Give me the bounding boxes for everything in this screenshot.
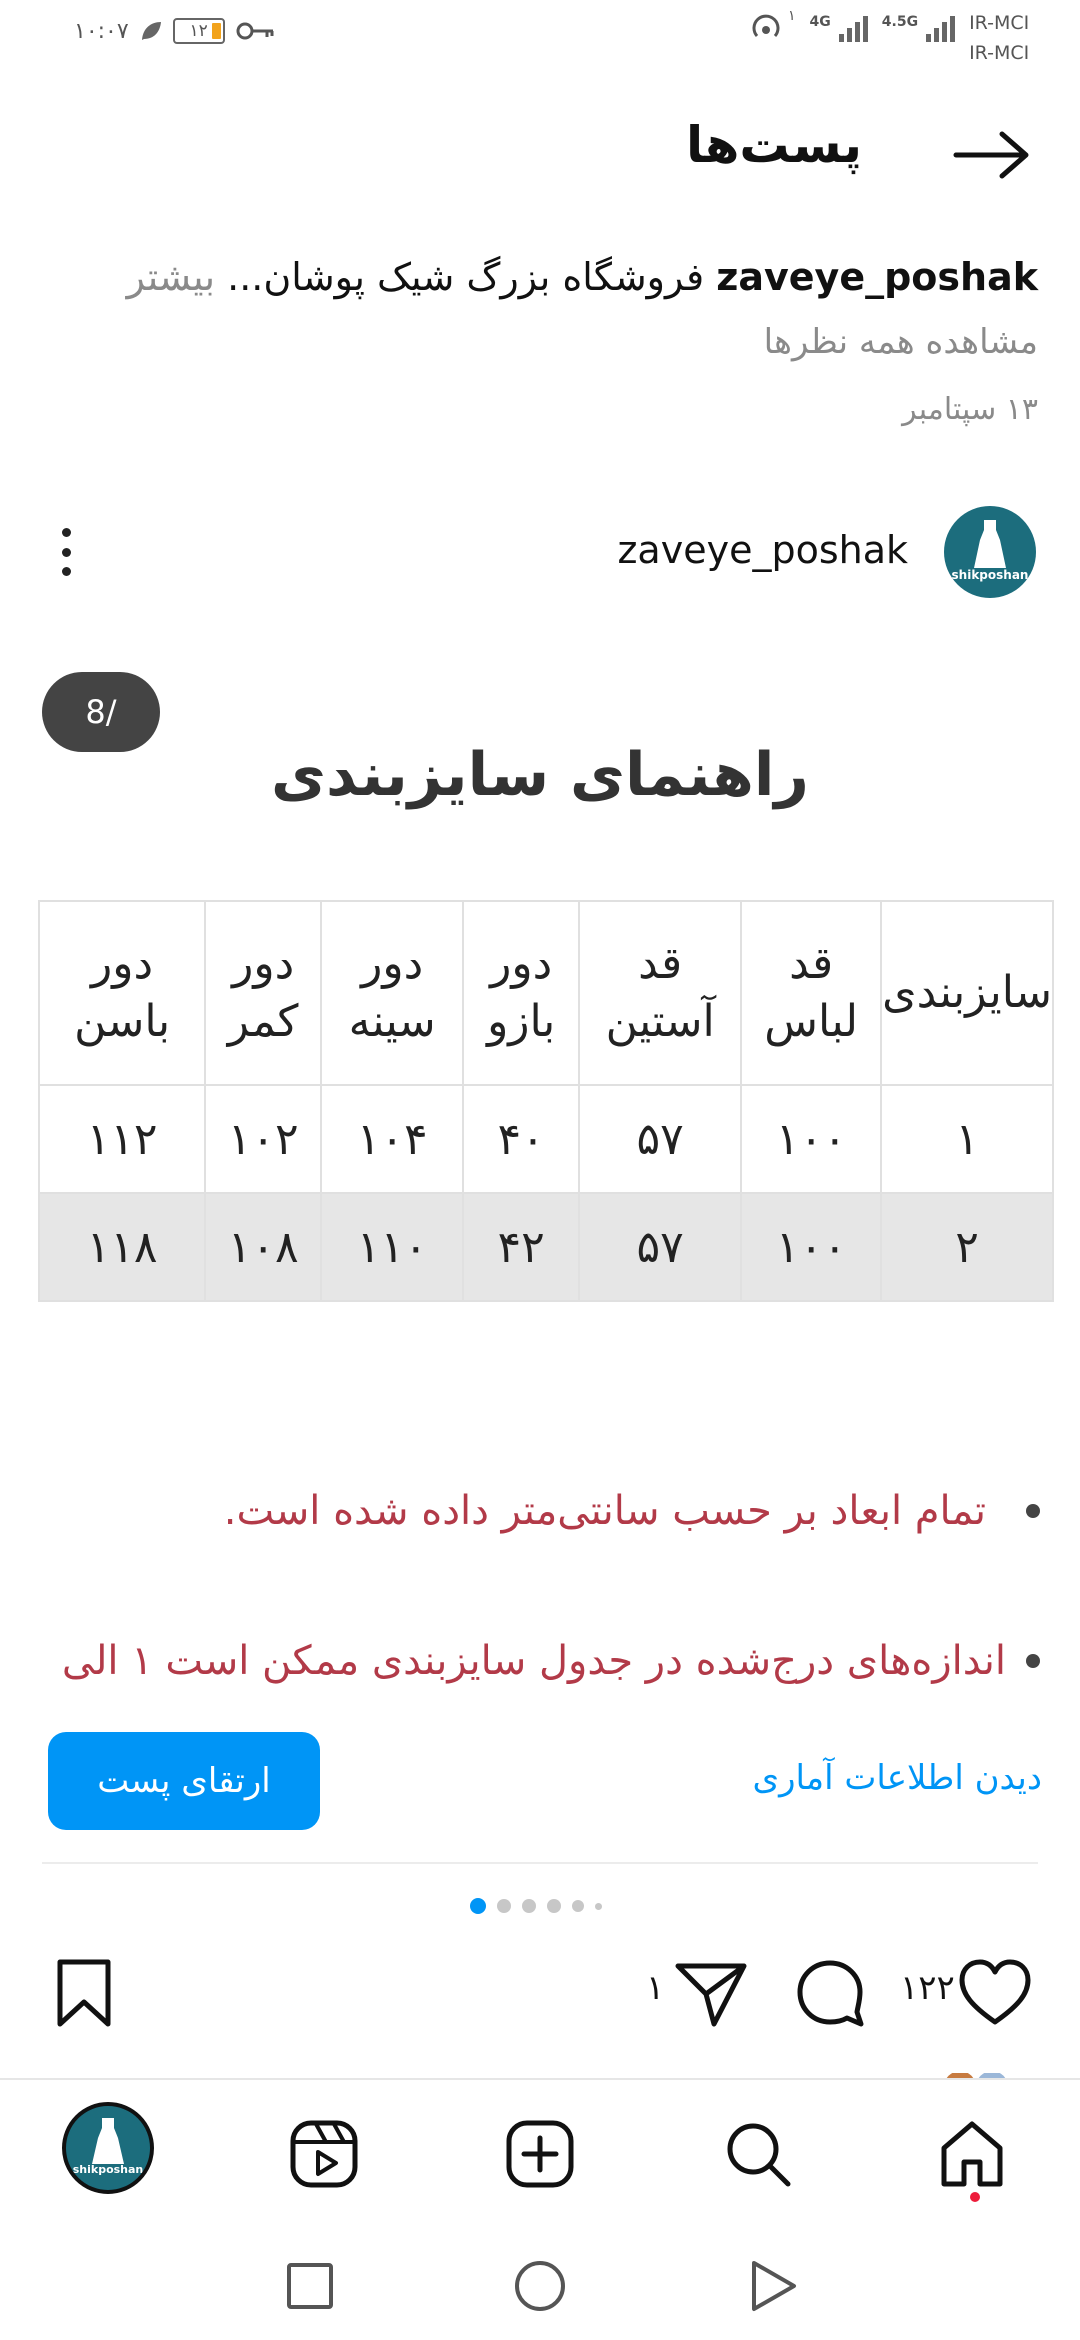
carousel-dot (595, 1903, 602, 1910)
dress-icon (66, 2106, 150, 2190)
post-caption[interactable] (38, 252, 1038, 302)
back-triangle-icon[interactable] (742, 2256, 802, 2316)
hotspot-count: ۱ (788, 8, 796, 24)
recent-apps-icon[interactable] (280, 2256, 340, 2316)
comment-icon[interactable] (795, 1958, 865, 2028)
col-arm: دور بازو (463, 901, 579, 1085)
home-icon[interactable] (936, 2118, 1008, 2190)
carousel-counter: 8/ (42, 672, 160, 752)
post-date: ۱۳ سپتامبر (902, 392, 1038, 427)
col-size: سایزبندی (881, 901, 1053, 1085)
bookmark-icon[interactable] (54, 1958, 114, 2028)
arrow-right-icon[interactable] (952, 130, 1032, 180)
signal-1-icon (839, 8, 868, 42)
carriers (969, 8, 1029, 68)
caption-more-link[interactable]: بیشتر (126, 255, 216, 299)
table-row: ۲ ۱۰۰ ۵۷ ۴۲ ۱۱۰ ۱۰۸ ۱۱۸ (39, 1193, 1053, 1301)
bullet-dot (1026, 1654, 1040, 1668)
carousel-dot (547, 1899, 561, 1913)
bullet-text: اندازه‌های درج‌شده در جدول سایزبندی ممکن است ۱ الی (61, 1638, 1006, 1684)
caption-username[interactable]: zaveye_poshak (716, 255, 1038, 299)
nav-profile-avatar[interactable] (62, 2102, 154, 2194)
nav-home[interactable] (932, 2114, 1012, 2194)
bullet-text: تمام ابعاد بر حسب سانتی‌متر داده شده است. (223, 1488, 986, 1534)
status-right (750, 8, 1029, 68)
heart-icon[interactable] (958, 1958, 1032, 2028)
table-header-row (39, 901, 1053, 1085)
post-avatar[interactable] (944, 506, 1036, 598)
more-options-icon[interactable] (54, 522, 78, 582)
network-type-2: 4.5G (881, 14, 919, 30)
nav-create[interactable] (500, 2114, 580, 2194)
status-left (74, 18, 277, 44)
col-waist: دور کمر (205, 901, 321, 1085)
divider (42, 1862, 1038, 1864)
table-row: ۱ ۱۰۰ ۵۷ ۴۰ ۱۰۴ ۱۰۲ ۱۱۲ (39, 1085, 1053, 1193)
leaf-icon (139, 20, 163, 42)
send-icon[interactable] (674, 1958, 748, 2028)
bottom-nav (0, 2078, 1080, 2228)
search-icon[interactable] (722, 2118, 794, 2190)
create-icon[interactable] (504, 2118, 576, 2190)
view-all-comments-link[interactable]: مشاهده همه نظرها (763, 322, 1038, 362)
share-count: ۱ (646, 1968, 665, 2008)
reels-icon[interactable] (288, 2118, 360, 2190)
carrier-1: IR-MCI (969, 12, 1030, 34)
liked-by-avatars (930, 2068, 1030, 2078)
key-icon (235, 20, 277, 42)
view-insights-link[interactable]: دیدن اطلاعات آماری (752, 1758, 1042, 1798)
avatar-label: shikposhan (951, 568, 1029, 582)
promote-post-button[interactable]: ارتقای پست (48, 1732, 320, 1830)
header (0, 110, 1080, 200)
signal-2-icon (926, 8, 955, 42)
notification-dot (970, 2192, 980, 2202)
carousel-dot-active (470, 1898, 486, 1914)
nav-reels[interactable] (284, 2114, 364, 2194)
clock: ۱۰:۰۷ (74, 18, 129, 44)
bullet-item (62, 1638, 1040, 1684)
size-table (38, 900, 1054, 1302)
page-title: پست‌ها (685, 116, 862, 174)
caption-text: فروشگاه بزرگ شیک پوشان... (227, 255, 705, 299)
carousel-dot (497, 1899, 511, 1913)
post-username[interactable]: zaveye_poshak (617, 528, 908, 572)
battery-icon: ۱۲ (173, 18, 225, 44)
hotspot-icon (750, 8, 786, 42)
system-nav-bar (0, 2228, 1080, 2340)
like-count[interactable]: ۱۲۲ (900, 1968, 955, 2008)
carousel-dot (572, 1900, 584, 1912)
nav-search[interactable] (718, 2114, 798, 2194)
bullet-item (224, 1488, 1040, 1534)
network-type-1: 4G (809, 14, 831, 30)
dress-icon (944, 506, 1036, 598)
col-hip: دور باسن (39, 901, 205, 1085)
carousel-indicator (470, 1898, 602, 1914)
col-dress-length: قد لباس (741, 901, 881, 1085)
home-circle-icon[interactable] (510, 2256, 570, 2316)
col-chest: دور سینه (321, 901, 463, 1085)
col-sleeve-length: قد آستین (579, 901, 741, 1085)
size-guide-title: راهنمای سایزبندی (271, 740, 809, 810)
carrier-2: IR-MCI (969, 42, 1030, 64)
bullet-dot (1026, 1504, 1040, 1518)
status-bar (0, 0, 1080, 72)
carousel-dot (522, 1899, 536, 1913)
avatar-label: shikposhan (72, 2163, 144, 2176)
